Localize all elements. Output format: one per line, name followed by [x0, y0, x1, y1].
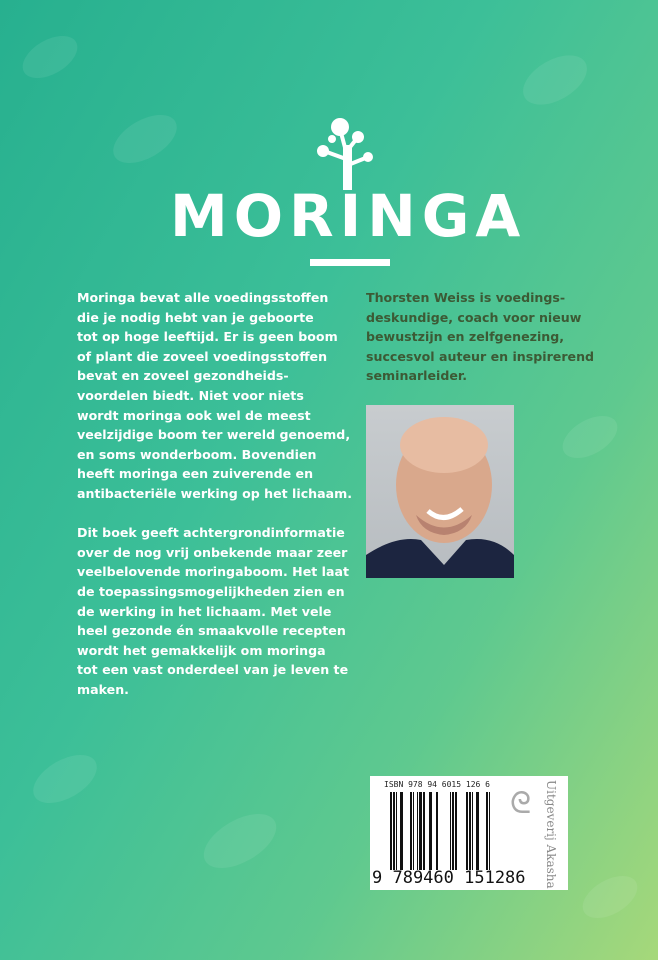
leaf-decoration	[576, 867, 645, 926]
barcode-bar	[423, 792, 425, 870]
text-line: wordt het gemakkelijk om moringa	[77, 642, 326, 658]
leaf-decoration	[556, 407, 625, 466]
text-line: Moringa bevat alle voedingsstoffen	[77, 290, 329, 305]
text-line: tot op hoge leeftijd. Er is geen boom	[77, 329, 338, 345]
barcode-bar	[452, 792, 454, 870]
text-line: over de nog vrij onbekende maar zeer	[77, 544, 348, 560]
barcode-bar	[476, 792, 479, 870]
author-bio	[366, 288, 656, 386]
barcode-bar	[419, 792, 422, 870]
author-photo	[366, 405, 514, 578]
isbn-barcode	[370, 776, 568, 890]
text-line: veelbelovende moringaboom. Het laat	[77, 564, 350, 580]
description-paragraph-2	[77, 523, 367, 699]
barcode-bars	[382, 792, 494, 870]
text-line: veelzijdige boom ter wereld genoemd,	[77, 427, 351, 443]
text-line: wordt moringa ook wel de meest	[77, 407, 311, 423]
barcode-bar	[436, 792, 438, 870]
text-line: tot een vast onderdeel van je leven te	[77, 662, 349, 678]
publisher-logo-icon: ᘓ	[510, 786, 532, 821]
text-line: heeft moringa een zuiverende en	[77, 466, 314, 482]
text-line: die je nodig hebt van je geboorte	[77, 309, 314, 325]
text-line: antibacteriële werking op het lichaam.	[77, 485, 353, 501]
description-paragraph-1	[77, 288, 367, 504]
barcode-bar	[455, 792, 457, 870]
barcode-bar	[413, 792, 414, 870]
text-line: seminarleider.	[366, 368, 468, 384]
text-line: Thorsten Weiss is voedings-	[366, 290, 566, 305]
text-line: bevat en zoveel gezondheids-	[77, 368, 289, 384]
leaf-decoration	[25, 745, 105, 813]
book-title: MORINGA	[170, 182, 527, 250]
isbn-number: 9 789460 151286	[372, 868, 526, 888]
text-line: Dit boek geeft achtergrondinformatie	[77, 525, 345, 541]
publisher-name: Uitgeverij Akasha	[544, 780, 558, 889]
text-line: en soms wonderboom. Bovendien	[77, 446, 317, 462]
barcode-bar	[450, 792, 451, 870]
barcode-bar	[429, 792, 432, 870]
barcode-bar	[486, 792, 488, 870]
text-line: maken.	[77, 681, 129, 697]
leaf-decoration	[16, 27, 85, 86]
text-line: of plant die zoveel voedingsstoffen	[77, 348, 328, 364]
leaf-decoration	[515, 45, 596, 115]
text-line: deskundige, coach voor nieuw	[366, 309, 582, 325]
barcode-bar	[489, 792, 490, 870]
title-underline	[310, 259, 390, 266]
text-line: voordelen biedt. Niet voor niets	[77, 387, 304, 403]
barcode-bar	[472, 792, 473, 870]
barcode-bar	[396, 792, 397, 870]
text-line: succesvol auteur en inspirerend	[366, 348, 595, 364]
barcode-bar	[400, 792, 403, 870]
barcode-bar	[393, 792, 395, 870]
barcode-bar	[469, 792, 471, 870]
text-line: bewustzijn en zelfgenezing,	[366, 329, 565, 345]
barcode-bar	[390, 792, 392, 870]
isbn-label: ISBN 978 94 6015 126 6	[384, 780, 490, 789]
text-line: heel gezonde én smaakvolle recepten	[77, 623, 346, 639]
book-description	[77, 288, 367, 699]
barcode-bar	[417, 792, 418, 870]
barcode-bar	[466, 792, 468, 870]
leaf-decoration	[105, 105, 185, 173]
leaf-decoration	[195, 803, 285, 879]
moringa-tree-logo-icon	[310, 115, 390, 190]
barcode-bar	[410, 792, 412, 870]
text-line: de toepassingsmogelijkheden zien en	[77, 583, 345, 599]
text-line: de werking in het lichaam. Met vele	[77, 603, 332, 619]
